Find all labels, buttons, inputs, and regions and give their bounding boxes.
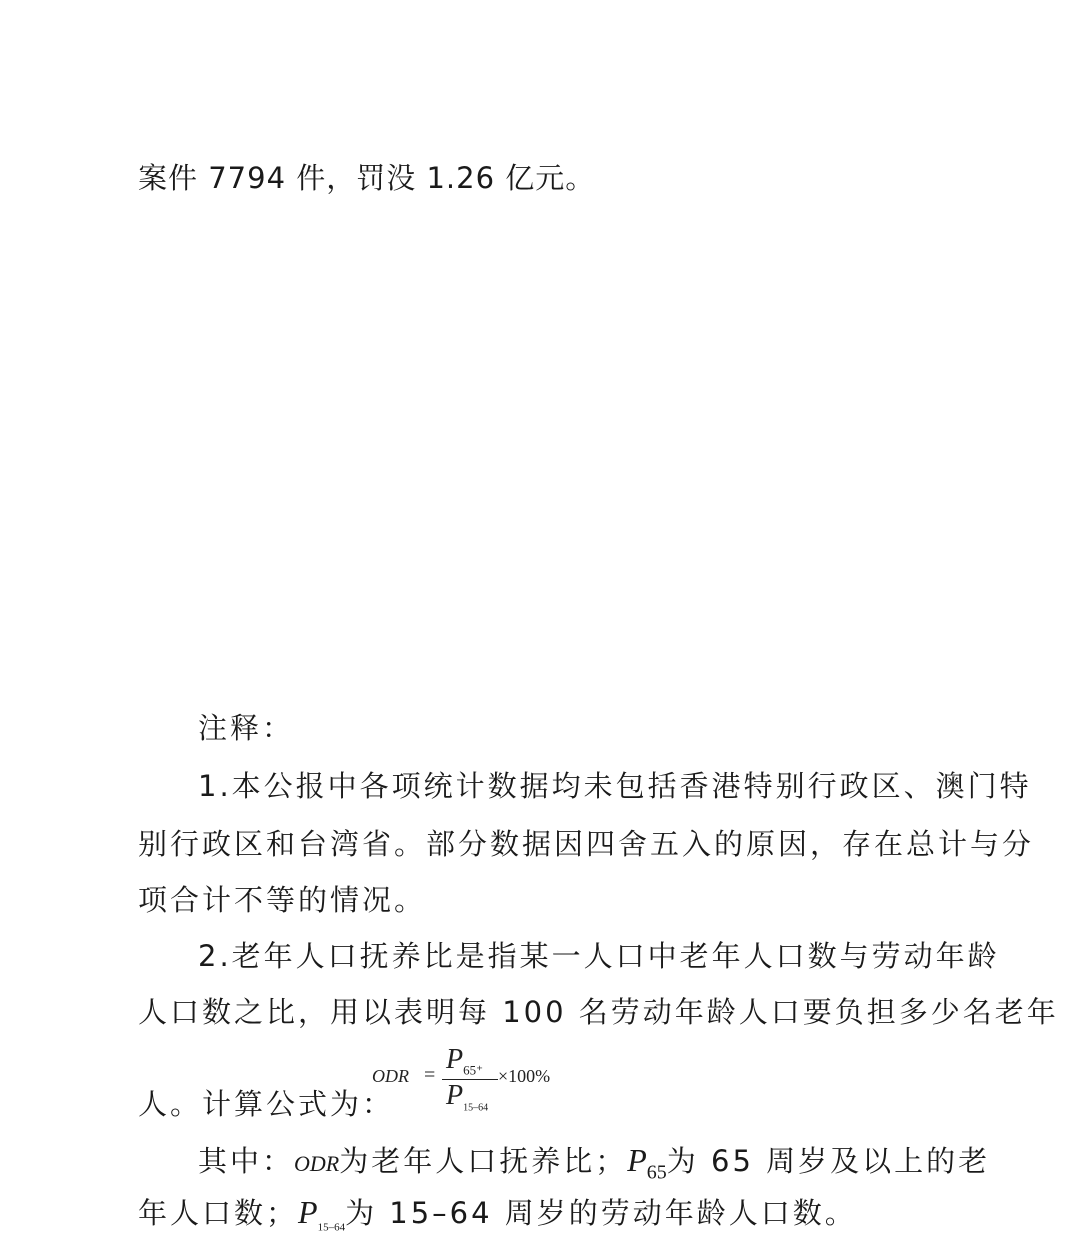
top-paragraph: 案件 7794 件，罚没 1.26 亿元。 <box>138 161 596 195</box>
p15-64-symbol: $P_{15-64}$ <box>298 1194 346 1234</box>
odr-formula <box>372 1046 572 1116</box>
note1-line2: 别行政区和台湾省。部分数据因四舍五入的原因，存在总计与分 <box>138 827 1035 861</box>
formula-lhs: ODR <box>372 1066 409 1086</box>
formula-fraction <box>442 1046 502 1114</box>
note1-line1: 1.本公报中各项统计数据均未包括香港特别行政区、澳门特 <box>198 769 1032 803</box>
note3-line2: 年人口数；$P_{15-64}$为 15–64 周岁的劳动年龄人口数。 <box>138 1194 857 1234</box>
formula-numerator: $P_{65^+}$ <box>446 1044 483 1078</box>
odr-symbol: ODR <box>294 1151 340 1176</box>
note2-line2: 人口数之比，用以表明每 100 名劳动年龄人口要负担多少名老年 <box>138 995 1059 1029</box>
notes-heading: 注释： <box>198 711 295 745</box>
p65-symbol: $P_{65}$ <box>627 1142 667 1184</box>
formula-times: ×100% <box>498 1066 551 1086</box>
note2-line1: 2.老年人口抚养比是指某一人口中老年人口数与劳动年龄 <box>198 939 1000 973</box>
note1-line3: 项合计不等的情况。 <box>138 883 427 917</box>
formula-denominator: $P_{15-64}$ <box>446 1080 489 1114</box>
formula-equals: = <box>424 1064 436 1086</box>
note3-line1: 其中：ODR为老年人口抚养比；$P_{65}$为 65 周岁及以上的老 <box>198 1142 991 1184</box>
note2-line3: 人。计算公式为： <box>138 1087 395 1121</box>
